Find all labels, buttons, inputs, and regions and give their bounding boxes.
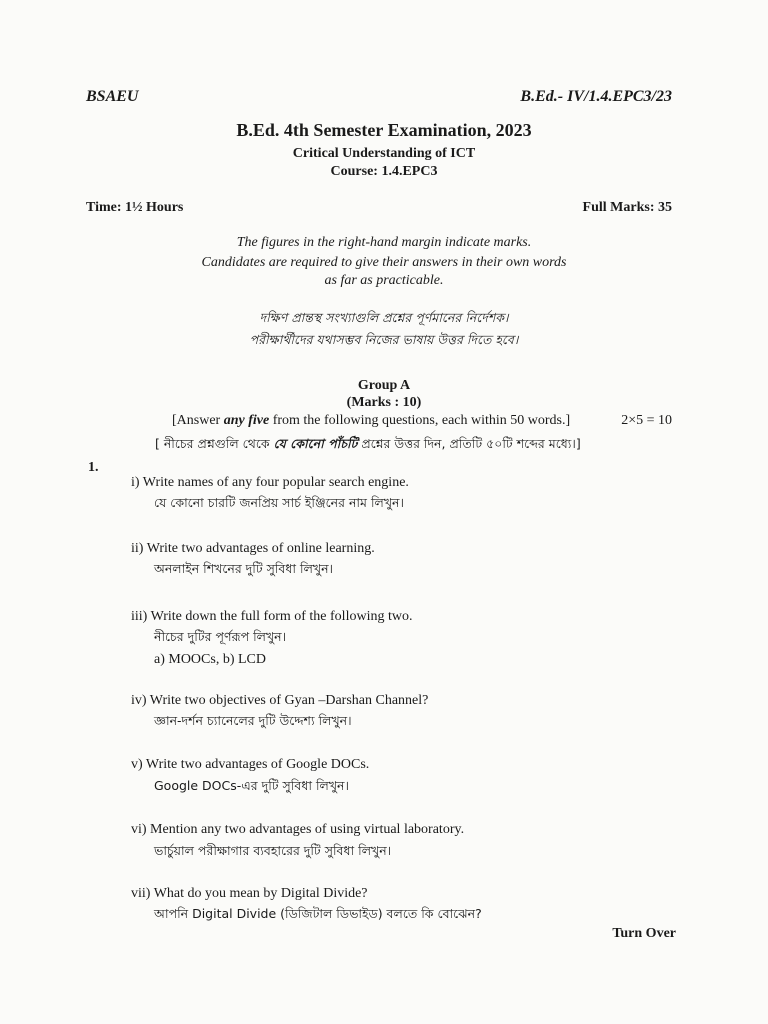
instruction-bn-1: দক্ষিণ প্রান্তস্থ সংখ্যাগুলি প্রশ্নের পূর্ণমানের নির্দেশক। [259,310,509,325]
question-iv-bn: জ্ঞান-দর্শন চ্যানেলের দুটি উদ্দেশ্য লিখুন। [154,713,352,728]
question-number: 1. [88,460,99,475]
question-iv-en: iv) Write two objectives of Gyan –Darshan Channel? [131,693,429,708]
group-name: Group A [357,378,411,393]
question-vi-bn: ভার্চুয়াল পরীক্ষাগার ব্যবহারের দুটি সুবিধা লিখুন। [154,843,392,858]
question-i-en: i) Write names of any four popular search engine. [131,475,409,490]
answer-instruction: [Answer any five from the following questions, each within 50 words.] [172,413,571,428]
exam-title: B.Ed. 4th Semester Examination, 2023 [236,120,532,140]
answer-emphasis: any five [223,413,270,428]
header-code-left: BSAEU [86,88,139,105]
subject-title: Critical Understanding of ICT [292,146,476,161]
header-code-right: B.Ed.- IV/1.4.EPC3/23 [520,88,672,105]
question-v-bn: Google DOCs-এর দুটি সুবিধা লিখুন। [154,778,349,793]
time-allowed: Time: 1½ Hours [86,200,184,215]
instruction-bn-2: পরীক্ষার্থীদের যথাসম্ভব নিজের ভাষায় উত্তর দিতে হবে। [249,332,519,347]
question-iii-en: iii) Write down the full form of the following two. [131,609,413,624]
full-marks: Full Marks: 35 [582,200,672,215]
group-marks: (Marks : 10) [346,395,422,410]
question-iii-options: a) MOOCs, b) LCD [154,652,266,667]
question-ii-bn: অনলাইন শিখনের দুটি সুবিধা লিখুন। [154,561,334,576]
instruction-en-1: The figures in the right-hand margin indicate marks. [236,235,532,250]
question-ii-en: ii) Write two advantages of online learning. [131,541,375,556]
question-i-bn: যে কোনো চারটি জনপ্রিয় সার্চ ইঞ্জিনের নাম লিখুন। [154,495,404,510]
marks-calculation: 2×5 = 10 [621,413,672,428]
answer-instruction-bn: [ নীচের প্রশ্নগুলি থেকে যে কোনো পাঁচটি প্রশ্নের উত্তর দিন, প্রতিটি ৫০টি শব্দের মধ্যে।] [155,436,581,451]
question-vi-en: vi) Mention any two advantages of using virtual laboratory. [131,822,465,837]
answer-emphasis-bn: যে কোনো পাঁচটি [273,436,358,451]
instruction-en-2: Candidates are required to give their answers in their own words [201,255,567,270]
question-vii-bn: আপনি Digital Divide (ডিজিটাল ডিভাইড) বলতে কি বোঝেন? [154,906,482,921]
question-vii-en: vii) What do you mean by Digital Divide? [131,886,368,901]
instruction-en-3: as far as practicable. [324,273,444,288]
turn-over-note: Turn Over [612,926,676,941]
question-v-en: v) Write two advantages of Google DOCs. [131,757,370,772]
course-code: Course: 1.4.EPC3 [330,164,438,179]
question-iii-bn: নীচের দুটির পূর্ণরূপ লিখুন। [154,629,287,644]
